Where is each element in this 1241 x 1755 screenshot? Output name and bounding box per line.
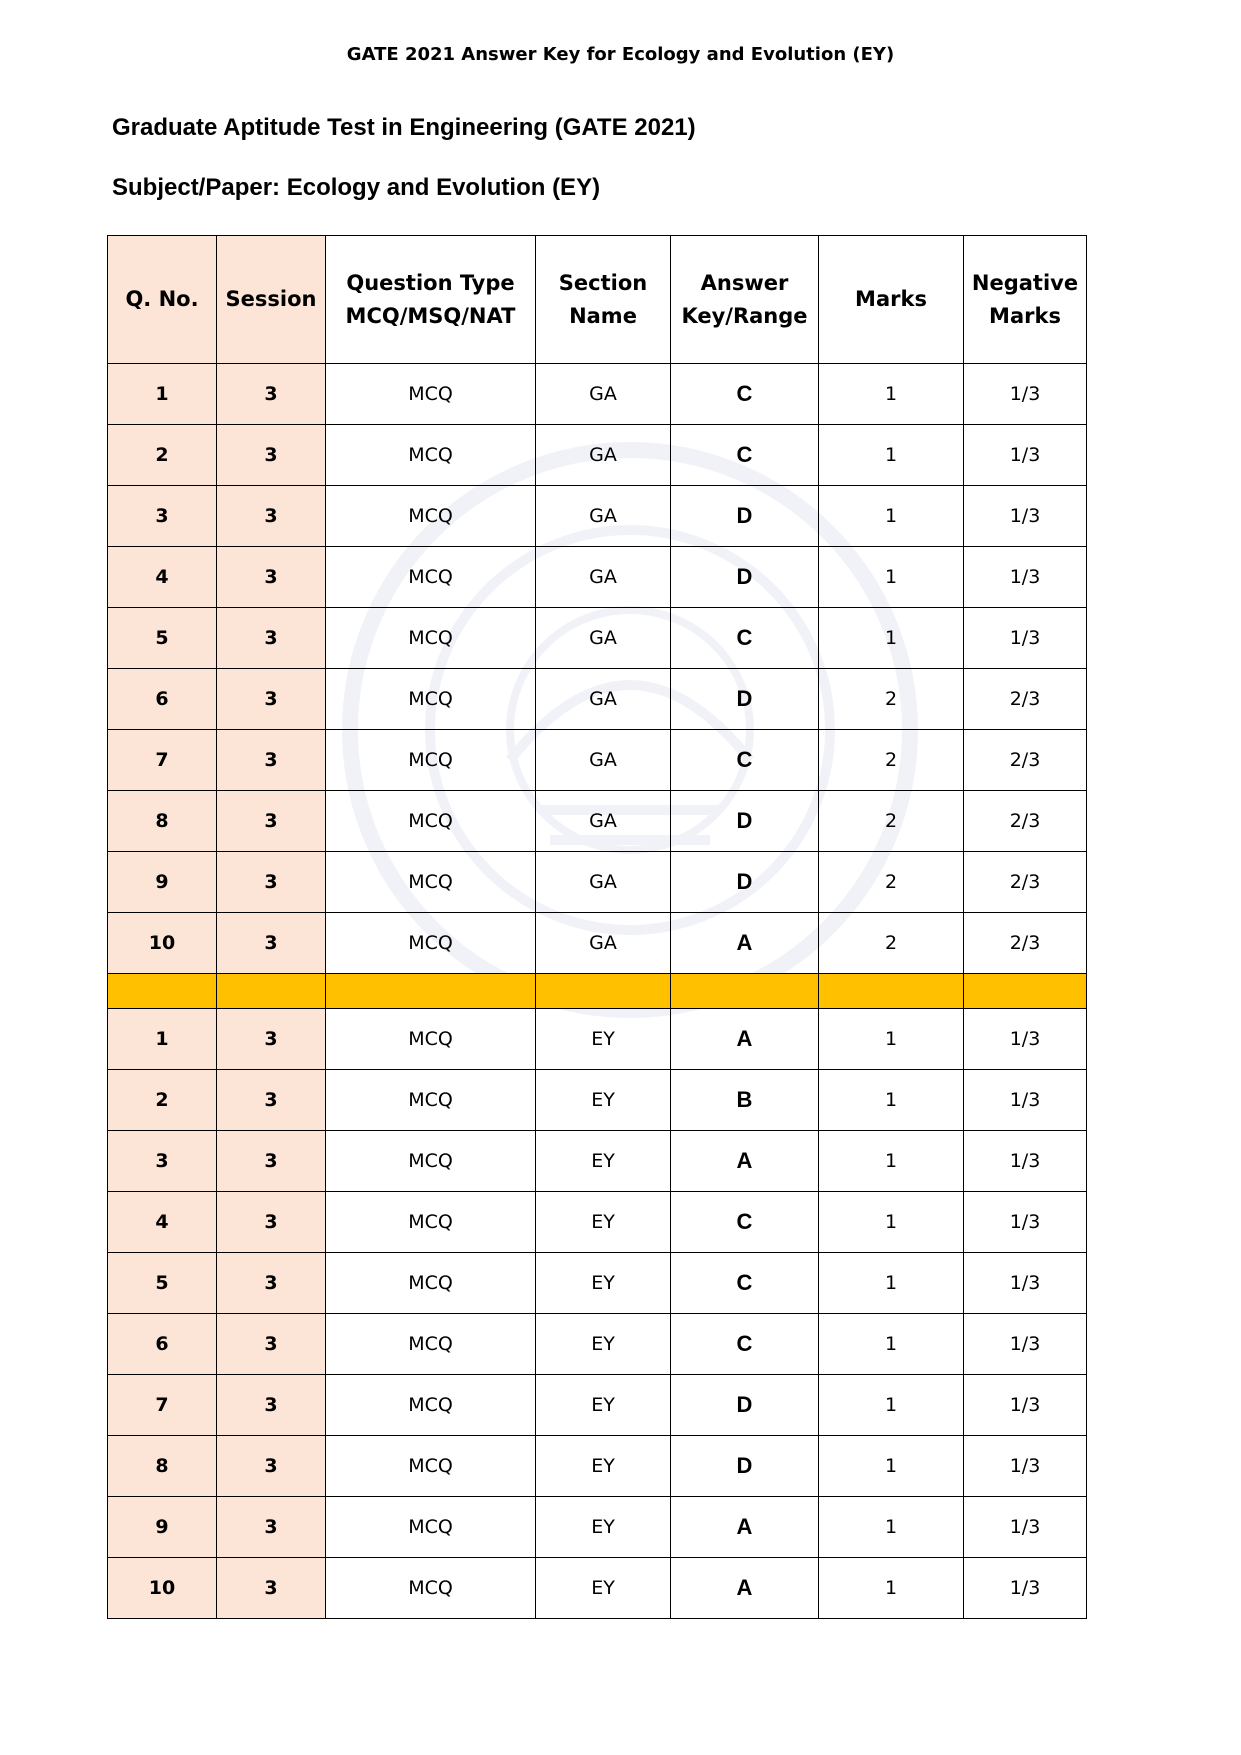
marks-cell: 2 xyxy=(819,791,964,852)
answer-cell: C xyxy=(671,730,819,791)
table-row-ga-7 xyxy=(108,730,1087,791)
table-row-ey-2 xyxy=(108,1070,1087,1131)
answer-cell: A xyxy=(671,1131,819,1192)
separator-cell xyxy=(217,974,326,1009)
page-header: GATE 2021 Answer Key for Ecology and Evolution (EY) xyxy=(346,44,895,65)
qno-cell: 1 xyxy=(108,1009,217,1070)
column-header-session: Session xyxy=(217,236,326,364)
negative-marks-cell: 1/3 xyxy=(964,1131,1087,1192)
question-type-cell: MCQ xyxy=(326,1497,536,1558)
column-header-negative-marks: Negative Marks xyxy=(964,236,1087,364)
session-cell: 3 xyxy=(217,608,326,669)
column-header-section-name: Section Name xyxy=(536,236,671,364)
table-row-ey-10 xyxy=(108,1558,1087,1619)
negative-marks-cell: 1/3 xyxy=(964,1314,1087,1375)
table-row-ey-1 xyxy=(108,1009,1087,1070)
separator-cell xyxy=(964,974,1087,1009)
table-row-ga-8 xyxy=(108,791,1087,852)
section-name-cell: GA xyxy=(536,608,671,669)
marks-cell: 1 xyxy=(819,1497,964,1558)
answer-cell: D xyxy=(671,852,819,913)
section-name-cell: GA xyxy=(536,852,671,913)
column-header-question-type: Question Type MCQ/MSQ/NAT xyxy=(326,236,536,364)
negative-marks-cell: 1/3 xyxy=(964,1558,1087,1619)
section-separator-row xyxy=(108,974,1087,1009)
question-type-cell: MCQ xyxy=(326,1131,536,1192)
section-name-cell: GA xyxy=(536,913,671,974)
question-type-cell: MCQ xyxy=(326,1192,536,1253)
document-subtitle: Subject/Paper: Ecology and Evolution (EY) xyxy=(112,174,601,201)
answer-cell: C xyxy=(671,1253,819,1314)
table-row-ey-7 xyxy=(108,1375,1087,1436)
negative-marks-cell: 1/3 xyxy=(964,1192,1087,1253)
section-name-cell: EY xyxy=(536,1436,671,1497)
answer-cell: C xyxy=(671,425,819,486)
session-cell: 3 xyxy=(217,913,326,974)
question-type-cell: MCQ xyxy=(326,852,536,913)
table-row-ey-4 xyxy=(108,1192,1087,1253)
marks-cell: 1 xyxy=(819,1375,964,1436)
table-row-ga-5 xyxy=(108,608,1087,669)
qno-cell: 7 xyxy=(108,1375,217,1436)
table-row-ga-10 xyxy=(108,913,1087,974)
question-type-cell: MCQ xyxy=(326,1070,536,1131)
question-type-cell: MCQ xyxy=(326,1558,536,1619)
answer-cell: D xyxy=(671,547,819,608)
marks-cell: 1 xyxy=(819,1253,964,1314)
marks-cell: 1 xyxy=(819,1314,964,1375)
answer-cell: A xyxy=(671,1009,819,1070)
marks-cell: 1 xyxy=(819,1009,964,1070)
table-row-ga-2 xyxy=(108,425,1087,486)
separator-cell xyxy=(536,974,671,1009)
session-cell: 3 xyxy=(217,425,326,486)
negative-marks-cell: 1/3 xyxy=(964,1009,1087,1070)
session-cell: 3 xyxy=(217,1192,326,1253)
qno-cell: 9 xyxy=(108,1497,217,1558)
negative-marks-cell: 2/3 xyxy=(964,913,1087,974)
negative-marks-cell: 2/3 xyxy=(964,669,1087,730)
marks-cell: 1 xyxy=(819,1131,964,1192)
session-cell: 3 xyxy=(217,1131,326,1192)
session-cell: 3 xyxy=(217,1070,326,1131)
session-cell: 3 xyxy=(217,547,326,608)
question-type-cell: MCQ xyxy=(326,547,536,608)
section-name-cell: EY xyxy=(536,1375,671,1436)
question-type-cell: MCQ xyxy=(326,486,536,547)
negative-marks-cell: 1/3 xyxy=(964,1070,1087,1131)
qno-cell: 10 xyxy=(108,1558,217,1619)
session-cell: 3 xyxy=(217,1558,326,1619)
qno-cell: 2 xyxy=(108,1070,217,1131)
negative-marks-cell: 1/3 xyxy=(964,364,1087,425)
section-name-cell: EY xyxy=(536,1497,671,1558)
separator-cell xyxy=(671,974,819,1009)
section-name-cell: EY xyxy=(536,1558,671,1619)
qno-cell: 4 xyxy=(108,547,217,608)
answer-cell: B xyxy=(671,1070,819,1131)
session-cell: 3 xyxy=(217,486,326,547)
marks-cell: 1 xyxy=(819,425,964,486)
negative-marks-cell: 2/3 xyxy=(964,791,1087,852)
negative-marks-cell: 1/3 xyxy=(964,1375,1087,1436)
separator-cell xyxy=(326,974,536,1009)
table-row-ey-9 xyxy=(108,1497,1087,1558)
table-row-ga-3 xyxy=(108,486,1087,547)
table-row-ga-1 xyxy=(108,364,1087,425)
answer-cell: C xyxy=(671,364,819,425)
qno-cell: 5 xyxy=(108,608,217,669)
negative-marks-cell: 1/3 xyxy=(964,425,1087,486)
section-name-cell: GA xyxy=(536,791,671,852)
section-name-cell: GA xyxy=(536,730,671,791)
question-type-cell: MCQ xyxy=(326,1314,536,1375)
answer-key-table xyxy=(107,235,1087,1619)
session-cell: 3 xyxy=(217,669,326,730)
question-type-cell: MCQ xyxy=(326,669,536,730)
marks-cell: 1 xyxy=(819,486,964,547)
table-row-ga-4 xyxy=(108,547,1087,608)
session-cell: 3 xyxy=(217,1009,326,1070)
qno-cell: 1 xyxy=(108,364,217,425)
answer-cell: C xyxy=(671,1314,819,1375)
answer-cell: A xyxy=(671,913,819,974)
question-type-cell: MCQ xyxy=(326,1375,536,1436)
qno-cell: 7 xyxy=(108,730,217,791)
marks-cell: 1 xyxy=(819,1558,964,1619)
table-row-ga-6 xyxy=(108,669,1087,730)
session-cell: 3 xyxy=(217,1436,326,1497)
negative-marks-cell: 1/3 xyxy=(964,547,1087,608)
negative-marks-cell: 1/3 xyxy=(964,1436,1087,1497)
marks-cell: 1 xyxy=(819,608,964,669)
negative-marks-cell: 2/3 xyxy=(964,730,1087,791)
section-name-cell: GA xyxy=(536,364,671,425)
section-name-cell: GA xyxy=(536,669,671,730)
section-name-cell: EY xyxy=(536,1314,671,1375)
table-row-ey-6 xyxy=(108,1314,1087,1375)
marks-cell: 1 xyxy=(819,1192,964,1253)
question-type-cell: MCQ xyxy=(326,1436,536,1497)
section-name-cell: EY xyxy=(536,1131,671,1192)
separator-cell xyxy=(819,974,964,1009)
qno-cell: 6 xyxy=(108,669,217,730)
session-cell: 3 xyxy=(217,1375,326,1436)
section-name-cell: GA xyxy=(536,486,671,547)
qno-cell: 10 xyxy=(108,913,217,974)
question-type-cell: MCQ xyxy=(326,913,536,974)
session-cell: 3 xyxy=(217,1253,326,1314)
question-type-cell: MCQ xyxy=(326,1253,536,1314)
question-type-cell: MCQ xyxy=(326,425,536,486)
column-header-qno: Q. No. xyxy=(108,236,217,364)
table-header-row xyxy=(108,236,1087,364)
negative-marks-cell: 2/3 xyxy=(964,852,1087,913)
table-row-ey-8 xyxy=(108,1436,1087,1497)
answer-cell: C xyxy=(671,1192,819,1253)
marks-cell: 2 xyxy=(819,730,964,791)
answer-cell: D xyxy=(671,486,819,547)
table-row-ga-9 xyxy=(108,852,1087,913)
answer-cell: D xyxy=(671,791,819,852)
question-type-cell: MCQ xyxy=(326,730,536,791)
negative-marks-cell: 1/3 xyxy=(964,486,1087,547)
marks-cell: 1 xyxy=(819,547,964,608)
marks-cell: 2 xyxy=(819,852,964,913)
answer-cell: A xyxy=(671,1558,819,1619)
question-type-cell: MCQ xyxy=(326,608,536,669)
separator-cell xyxy=(108,974,217,1009)
section-name-cell: GA xyxy=(536,425,671,486)
qno-cell: 8 xyxy=(108,791,217,852)
answer-cell: D xyxy=(671,669,819,730)
qno-cell: 9 xyxy=(108,852,217,913)
section-name-cell: GA xyxy=(536,547,671,608)
qno-cell: 6 xyxy=(108,1314,217,1375)
marks-cell: 1 xyxy=(819,1070,964,1131)
session-cell: 3 xyxy=(217,852,326,913)
section-name-cell: EY xyxy=(536,1253,671,1314)
column-header-marks: Marks xyxy=(819,236,964,364)
answer-cell: D xyxy=(671,1375,819,1436)
session-cell: 3 xyxy=(217,364,326,425)
qno-cell: 2 xyxy=(108,425,217,486)
marks-cell: 2 xyxy=(819,669,964,730)
document-title: Graduate Aptitude Test in Engineering (GATE 2021) xyxy=(112,114,696,141)
qno-cell: 8 xyxy=(108,1436,217,1497)
negative-marks-cell: 1/3 xyxy=(964,608,1087,669)
session-cell: 3 xyxy=(217,1314,326,1375)
qno-cell: 5 xyxy=(108,1253,217,1314)
table-row-ey-5 xyxy=(108,1253,1087,1314)
question-type-cell: MCQ xyxy=(326,364,536,425)
column-header-answer-key: Answer Key/Range xyxy=(671,236,819,364)
section-name-cell: EY xyxy=(536,1009,671,1070)
session-cell: 3 xyxy=(217,791,326,852)
qno-cell: 3 xyxy=(108,486,217,547)
section-name-cell: EY xyxy=(536,1192,671,1253)
question-type-cell: MCQ xyxy=(326,791,536,852)
table-row-ey-3 xyxy=(108,1131,1087,1192)
question-type-cell: MCQ xyxy=(326,1009,536,1070)
negative-marks-cell: 1/3 xyxy=(964,1253,1087,1314)
qno-cell: 4 xyxy=(108,1192,217,1253)
qno-cell: 3 xyxy=(108,1131,217,1192)
session-cell: 3 xyxy=(217,730,326,791)
answer-cell: A xyxy=(671,1497,819,1558)
answer-cell: D xyxy=(671,1436,819,1497)
negative-marks-cell: 1/3 xyxy=(964,1497,1087,1558)
session-cell: 3 xyxy=(217,1497,326,1558)
marks-cell: 1 xyxy=(819,1436,964,1497)
marks-cell: 1 xyxy=(819,364,964,425)
answer-cell: C xyxy=(671,608,819,669)
section-name-cell: EY xyxy=(536,1070,671,1131)
marks-cell: 2 xyxy=(819,913,964,974)
